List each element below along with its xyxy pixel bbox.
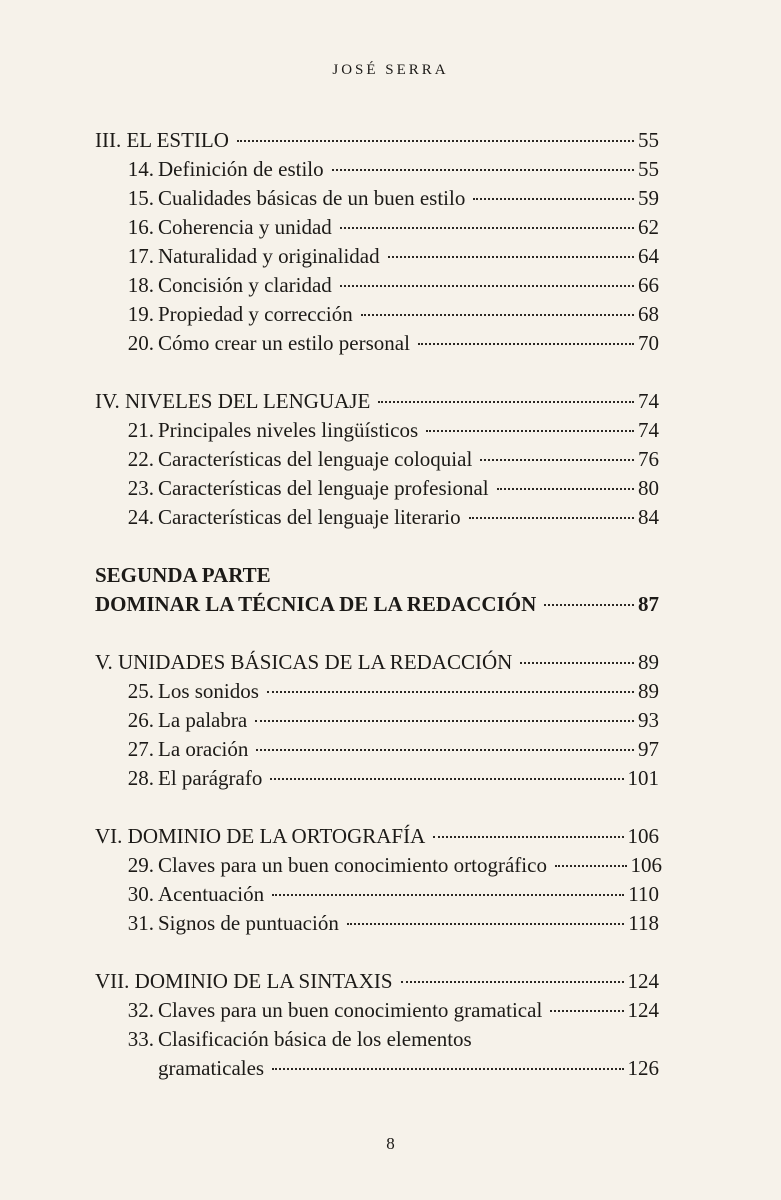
toc-page-number: 101 [627,766,659,790]
toc-entry-title: La palabra [158,708,248,732]
toc-chapter-iv[interactable] [95,387,659,416]
toc-entry[interactable] [120,677,659,706]
toc-entry-number: 19. [127,302,154,326]
toc-page-number: 59 [638,186,659,210]
toc-entry[interactable] [120,300,659,329]
dot-leader [544,604,634,606]
toc-entry-number: 28. [127,766,154,790]
toc-entry-number: 31. [127,911,154,935]
toc-entry[interactable] [120,329,659,358]
toc-entry-number: 21. [127,418,154,442]
toc-entry[interactable] [120,503,659,532]
toc-chapter-v[interactable] [95,648,659,677]
part-label: SEGUNDA PARTE [95,563,271,587]
dot-leader [469,517,634,519]
dot-leader [401,981,624,983]
toc-chapter-iii[interactable] [95,126,659,155]
toc-entry-title: gramaticales [158,1056,265,1080]
toc-page-number: 70 [638,331,659,355]
toc-chapter-vi[interactable] [95,822,659,851]
toc-page-number: 74 [638,389,659,413]
dot-leader [272,1068,623,1070]
toc-chapter-title: IV. NIVELES DEL LENGUAJE [95,389,371,413]
toc-entry[interactable] [120,880,659,909]
toc-page-number: 66 [638,273,659,297]
dot-leader [418,343,634,345]
toc-entry-title: Características del lenguaje literario [158,505,461,529]
toc-part-title[interactable] [95,590,659,619]
toc-entry-title: Principales niveles lingüísticos [158,418,419,442]
toc-entry-title: Cómo crear un estilo personal [158,331,410,355]
toc-entry[interactable] [120,416,659,445]
toc-entry[interactable] [120,851,662,880]
dot-leader [332,169,634,171]
toc-page-number: 89 [638,679,659,703]
dot-leader [426,430,634,432]
toc-entry-number: 14. [127,157,154,181]
toc-entry[interactable] [120,764,659,793]
toc-entry-number: 15. [127,186,154,210]
toc-entry-number: 32. [127,998,154,1022]
toc-entry-number: 29. [127,853,154,877]
toc-entry-number: 17. [127,244,154,268]
toc-page-number: 64 [638,244,659,268]
toc-entry[interactable] [120,474,659,503]
toc-page-number: 110 [628,882,659,906]
toc-entry-number: 25. [127,679,154,703]
toc-entry[interactable] [120,271,659,300]
dot-leader [237,140,634,142]
toc-page-number: 93 [638,708,659,732]
toc-entry[interactable] [120,706,659,735]
page-number: 8 [386,1134,395,1153]
toc-entry-number: 18. [127,273,154,297]
dot-leader [347,923,624,925]
dot-leader [340,227,634,229]
toc-entry-number: 26. [127,708,154,732]
toc-page-number: 124 [627,969,659,993]
toc-page-number: 106 [627,824,659,848]
toc-entry-title: Propiedad y corrección [158,302,353,326]
dot-leader [473,198,634,200]
toc-entry-title: Signos de puntuación [158,911,339,935]
dot-leader [267,691,634,693]
dot-leader [255,720,634,722]
dot-leader [520,662,634,664]
dot-leader [270,778,623,780]
toc-entry-title: El parágrafo [158,766,263,790]
toc-entry[interactable] [120,735,659,764]
toc-page-number: 118 [628,911,659,935]
dot-leader [340,285,634,287]
toc-page-number: 97 [638,737,659,761]
part-title: DOMINAR LA TÉCNICA DE LA REDACCIÓN [95,592,537,616]
toc-page-number: 80 [638,476,659,500]
toc-entry[interactable] [120,242,659,271]
dot-leader [272,894,624,896]
toc-entry[interactable] [120,909,659,938]
toc-page-number: 89 [638,650,659,674]
toc-entry-title: Coherencia y unidad [158,215,332,239]
dot-leader [555,865,627,867]
toc-entry-title: Claves para un buen conocimiento ortográfico [158,853,547,877]
toc-page-number: 74 [638,418,659,442]
toc-entry[interactable] [120,445,659,474]
toc-entry-title: Claves para un buen conocimiento gramatical [158,998,543,1022]
toc-entry-number: 22. [127,447,154,471]
dot-leader [378,401,634,403]
toc-page-number: 55 [638,157,659,181]
toc-entry[interactable] [120,1025,659,1054]
toc-entry-title: Características del lenguaje coloquial [158,447,473,471]
toc-entry-number: 27. [127,737,154,761]
toc-chapter-title: V. UNIDADES BÁSICAS DE LA REDACCIÓN [95,650,513,674]
toc-entry-title: Concisión y claridad [158,273,332,297]
toc-page-number: 62 [638,215,659,239]
toc-entry-number: 24. [127,505,154,529]
running-header: JOSÉ SERRA [332,62,449,78]
dot-leader [256,749,634,751]
toc-entry-continuation[interactable] [158,1054,659,1083]
toc-page-number: 126 [627,1056,659,1080]
dot-leader [497,488,634,490]
toc-page-number: 55 [638,128,659,152]
toc-entry-number: 23. [127,476,154,500]
toc-entry[interactable] [120,213,659,242]
toc-page-number: 87 [638,592,659,616]
toc-chapter-title: VII. DOMINIO DE LA SINTAXIS [95,969,393,993]
toc-entry[interactable] [120,155,659,184]
toc-entry-title: Los sonidos [158,679,259,703]
toc-entry-number: 20. [127,331,154,355]
toc-chapter-vii[interactable] [95,967,659,996]
dot-leader [480,459,634,461]
toc-entry-title: Características del lenguaje profesional [158,476,489,500]
toc-entry-title: La oración [158,737,249,761]
toc-page-number: 106 [630,853,662,877]
dot-leader [361,314,634,316]
toc-page-number: 76 [638,447,659,471]
toc-entry-number: 30. [127,882,154,906]
toc-page-number: 124 [627,998,659,1022]
toc-chapter-title: III. EL ESTILO [95,128,229,152]
toc-entry-title: Naturalidad y originalidad [158,244,380,268]
toc-page-number: 68 [638,302,659,326]
toc-chapter-title: VI. DOMINIO DE LA ORTOGRAFÍA [95,824,426,848]
toc-entry-title: Definición de estilo [158,157,324,181]
toc-entry-title: Acentuación [158,882,265,906]
toc-entry-number: 33. [127,1027,154,1051]
toc-entry-title: Clasificación básica de los elementos [158,1027,472,1051]
toc-entry-number: 16. [127,215,154,239]
dot-leader [433,836,623,838]
toc-page-number: 84 [638,505,659,529]
toc-entry[interactable] [120,996,659,1025]
toc-entry[interactable] [120,184,659,213]
dot-leader [550,1010,623,1012]
toc-entry-title: Cualidades básicas de un buen estilo [158,186,466,210]
dot-leader [388,256,634,258]
